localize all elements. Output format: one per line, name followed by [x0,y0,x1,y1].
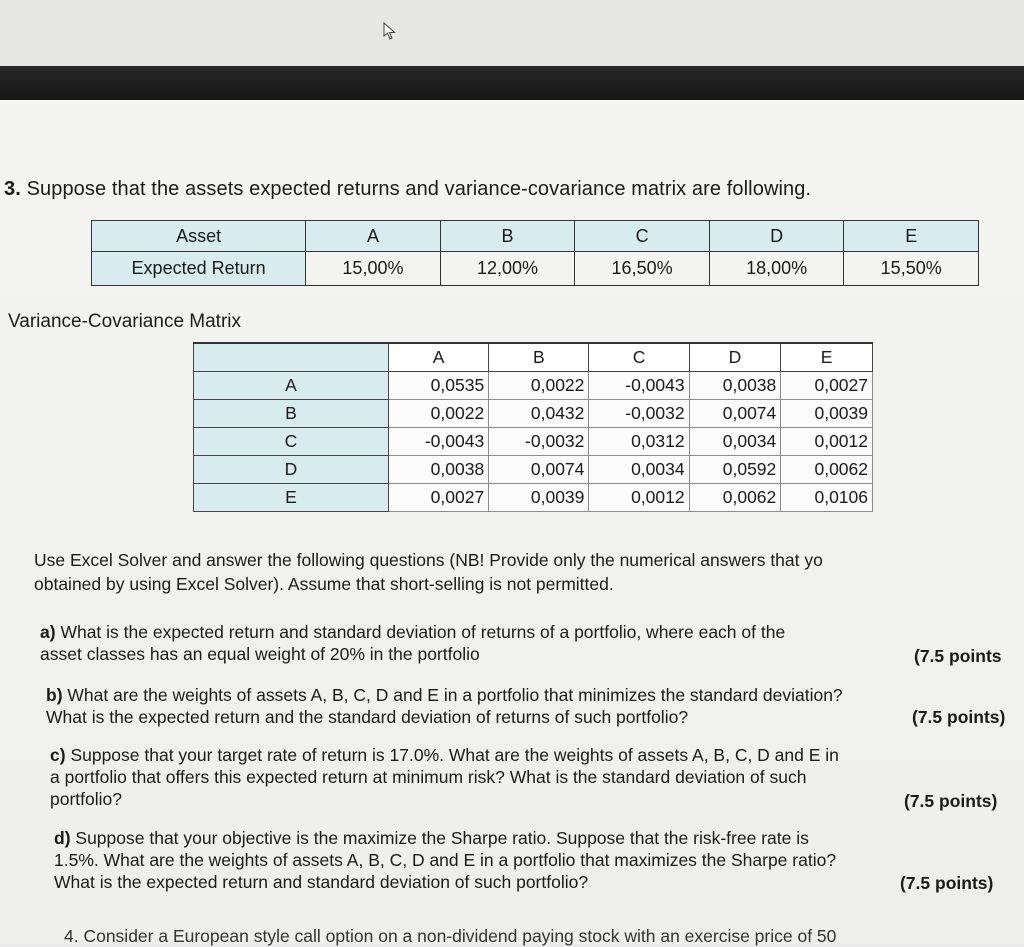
vc-matrix-title: Variance-Covariance Matrix [8,311,242,332]
vc-row-label: E [194,484,389,512]
vc-cell: 0,0027 [781,372,873,400]
asset-header-row [92,221,979,252]
vc-column-header: E [781,343,873,372]
vc-row-label: B [194,400,389,428]
question-d-line: 1.5%. What are the weights of assets A, B, C, D and E in a portfolio that maximizes the Sharpe ratio? [54,850,837,870]
asset-name: A [306,221,441,252]
vc-header-row [194,343,873,372]
vc-row-label: A [194,372,389,400]
question-c-points: (7.5 points) [904,791,998,811]
question-b-points: (7.5 points) [912,707,1006,727]
asset-header-label: Asset [92,221,306,252]
vc-cell: 0,0039 [781,400,873,428]
question-a-line: What is the expected return and standard deviation of returns of a portfolio, where each of the [60,622,786,642]
window-top-bar [0,66,1024,100]
vc-row [194,400,873,428]
vc-cell: 0,0038 [389,456,489,484]
instructions-paragraph [34,548,1024,596]
vc-column-header: A [389,343,489,372]
instructions-line: obtained by using Excel Solver). Assume that short-selling is not permitted. [34,574,614,594]
question-a [40,621,1024,665]
vc-cell: 0,0022 [489,372,589,400]
vc-column-header: B [489,343,589,372]
question-c-line: a portfolio that offers this expected return at minimum risk? What is the standard deviation of such [50,767,807,787]
question-d-label: d) [54,828,71,848]
question-b-line: What is the expected return and the standard deviation of returns of such portfolio? [46,707,689,727]
expected-return-value: 15,50% [844,252,979,286]
expected-returns-table [91,220,979,286]
vc-column-header: D [689,343,781,372]
vc-row [194,428,873,456]
vc-column-header: C [589,343,689,372]
question-c-line: portfolio? [50,789,122,809]
asset-name: E [844,221,979,252]
question-d-line: What is the expected return and standard deviation of such portfolio? [54,872,589,892]
vc-row-label: D [194,456,389,484]
vc-row [194,456,873,484]
expected-return-label: Expected Return [92,252,306,286]
vc-cell: 0,0432 [489,400,589,428]
expected-return-row [92,252,979,286]
expected-return-value: 12,00% [440,252,575,286]
vc-cell: 0,0312 [589,428,689,456]
mouse-pointer-icon [382,22,398,40]
vc-corner-cell [194,343,389,372]
question-d-line: Suppose that your objective is the maximize the Sharpe ratio. Suppose that the risk-free rate is [75,828,809,848]
asset-name: C [575,221,710,252]
vc-cell: 0,0034 [689,428,781,456]
vc-cell: 0,0535 [389,372,489,400]
vc-cell: 0,0034 [589,456,689,484]
question-number: 3. [4,178,21,200]
asset-name: B [440,221,575,252]
expected-return-value: 15,00% [306,252,441,286]
question-c-label: c) [50,745,66,765]
question-d [54,827,1024,893]
vc-cell: -0,0032 [489,428,589,456]
vc-row [194,484,873,512]
vc-cell: 0,0012 [781,428,873,456]
vc-cell: 0,0062 [781,456,873,484]
question-c [50,744,1024,810]
question-text: Suppose that the assets expected returns and variance-covariance matrix are following. [26,178,812,200]
vc-cell: 0,0022 [389,400,489,428]
vc-cell: 0,0592 [689,456,781,484]
vc-cell: 0,0039 [489,484,589,512]
vc-cell: 0,0074 [689,400,781,428]
question-a-line: asset classes has an equal weight of 20% in the portfolio [40,644,480,664]
vc-cell: 0,0074 [489,456,589,484]
expected-return-value: 16,50% [575,252,710,286]
vc-cell: 0,0038 [689,372,781,400]
vc-cell: 0,0106 [781,484,873,512]
next-question-cutoff: 4. Consider a European style call option on a non-dividend paying stock with an exercise price of 50 [64,926,837,946]
screen-top-area [0,0,1024,66]
vc-cell: -0,0043 [589,372,689,400]
vc-cell: -0,0032 [589,400,689,428]
question-c-line: Suppose that your target rate of return is 17.0%. What are the weights of assets A, B, C, D and E in [70,745,839,765]
vc-cell: -0,0043 [389,428,489,456]
vc-cell: 0,0027 [389,484,489,512]
vc-cell: 0,0012 [589,484,689,512]
instructions-line: Use Excel Solver and answer the following questions (NB! Provide only the numerical answers that yo [34,550,823,570]
variance-covariance-matrix [193,342,873,512]
vc-row-label: C [194,428,389,456]
question-d-points: (7.5 points) [900,873,994,893]
question-b-line: What are the weights of assets A, B, C, D and E in a portfolio that minimizes the standard deviation? [67,685,843,705]
question-b-label: b) [46,685,63,705]
question-3-title [4,178,811,201]
vc-cell: 0,0062 [689,484,781,512]
asset-name: D [709,221,844,252]
question-a-points: (7.5 points [914,646,1002,666]
vc-row [194,372,873,400]
question-b [46,684,1024,728]
question-a-label: a) [40,622,56,642]
expected-return-value: 18,00% [709,252,844,286]
